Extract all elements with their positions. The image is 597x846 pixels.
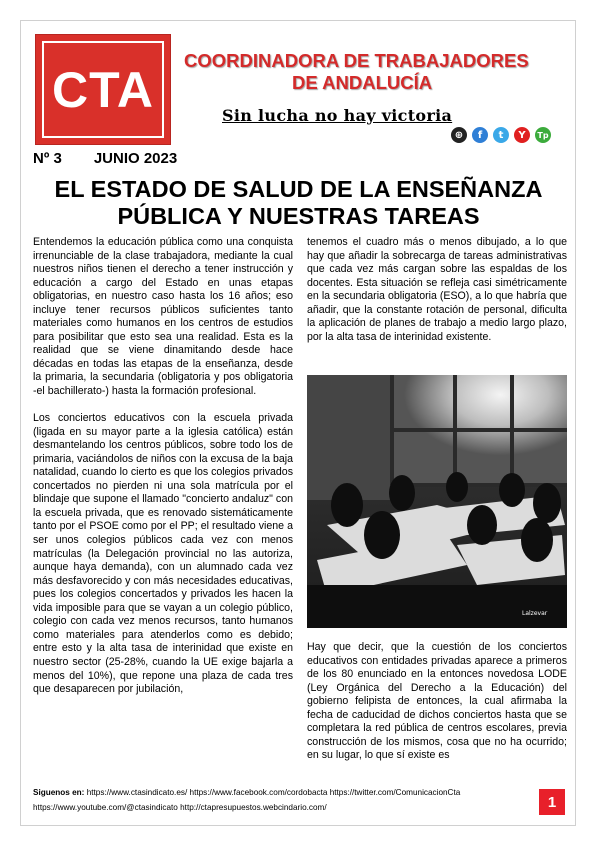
issue-line [33,150,177,167]
issue-number: Nº 3 [33,150,62,167]
right-column-bottom [307,641,567,763]
right-column-top [307,236,567,344]
left-column [33,236,293,697]
headline-line2: PÚBLICA Y NUESTRAS TAREAS [117,203,480,229]
paragraph: tenemos el cuadro más o menos dibujado, a lo que hay que añadir la sobrecarga de tareas administrativas que cada vez más cargan sobre las espaldas de los docentes. Esta situación se refleja casi simétricamente en la secundaria obligatoria (ESO), a lo que habría que añadir, que la constante rotación de personal, dificulta la aplicación de planes de trabajo a medio largo plazo, por la alta tasa de interinidad existente. [307,236,567,343]
page-number: 1 [539,789,565,815]
footer-links-line2[interactable]: https://www.youtube.com/@ctasindicato http://ctapresupuestos.webcindario.com/ [33,803,327,812]
footer-line1 [33,788,460,797]
org-name-line2: DE ANDALUCÍA [292,72,433,93]
facebook-icon[interactable]: f [472,127,488,143]
youtube-icon[interactable]: Y [514,127,530,143]
org-name-line1: COORDINADORA DE TRABAJADORES [184,50,529,71]
paragraph: Hay que decir, que la cuestión de los conciertos educativos con entidades privadas aparece a primeros de los 80 enunciado en la entonces novedosa LODE (Ley Orgánica del Derecho a la Educación) del gobierno felipista de entonces, la cual afirmaba la fecha de caducidad de dichos conciertos hasta que se completara la red pública de centros escolares, previa construcción de los mismos, cosa que no ha ocurrido; en su lugar, lo que sí existe es [307,641,567,762]
tp-icon[interactable]: Tp [535,127,551,143]
logo-text: CTA [51,61,155,118]
web-icon[interactable]: ⊕ [451,127,467,143]
issue-date: JUNIO 2023 [93,150,178,167]
headline [30,176,567,230]
headline-line1: EL ESTADO DE SALUD DE LA ENSEÑANZA [54,176,543,202]
twitter-icon[interactable]: t [493,127,509,143]
footer-links-line1[interactable]: https://www.ctasindicato.es/ https://www.facebook.com/cordobacta https://twitter.com/ComunicacionCta [86,788,461,797]
photo-watermark: Lalzevar [522,610,548,617]
classroom-photo [307,375,567,628]
cta-logo [35,34,171,145]
motto: Sin lucha no hay victoria [222,106,453,125]
footer-label: Siguenos en: [33,788,85,797]
social-icons [451,127,551,143]
paragraph: Los conciertos educativos con la escuela privada (ligada en su mayor parte a la iglesia católica) están desmantelando los centros públicos, sobre todo los de primaria, vaciándolos de niños con la excusa de la baja natalidad, cuando lo cierto es que los colegios privados concertados no pierden ni una sola matrícula por el blindaje que supone el llamado "concierto andaluz" con la escuela privada, que es renovado sistemáticamente tanto por el PSOE como por el PP; el resultado viene a ser unos colegios públicos cada vez con menos matrículas (la Delegación provincial no las autoriza, aunque haya demanda), con un alumnado cada vez más desfavorecido y con más necesidades educativas, pues los colegios concertados y privados les hacen la vida imposible para que se vayan a un colegio público, colegio con cada vez menos recursos, tanto humanos como materiales para atenderlos como es debido; entre esto y la alta tasa de interinidad que existe en nuestro sector (25-28%, cuando la UE exige bajarla a menos del 10%), que repone una plaza de cada tres que desaparecen por jubilación, [33,412,293,696]
paragraph: Entendemos la educación pública como una conquista irrenunciable de la clase trabajadora, mediante la cual nuestros niños tienen el derecho a tener instrucción y educación a cargo del Estado en unas etapas obligatorias, en nuestro caso hasta los 16 años; eso incluye tener recursos públicos suficientes tanto materiales como humanos en los centros de estudios para posibilitar que esto sea una realidad. Esta es la realidad que se viene dinamitando desde hace décadas en todas las etapas de la enseñanza, desde la primaria, la secundaria (obligatoria y pos obligatoria -el bachillerato-) hasta la formación profesional. [33,236,293,398]
